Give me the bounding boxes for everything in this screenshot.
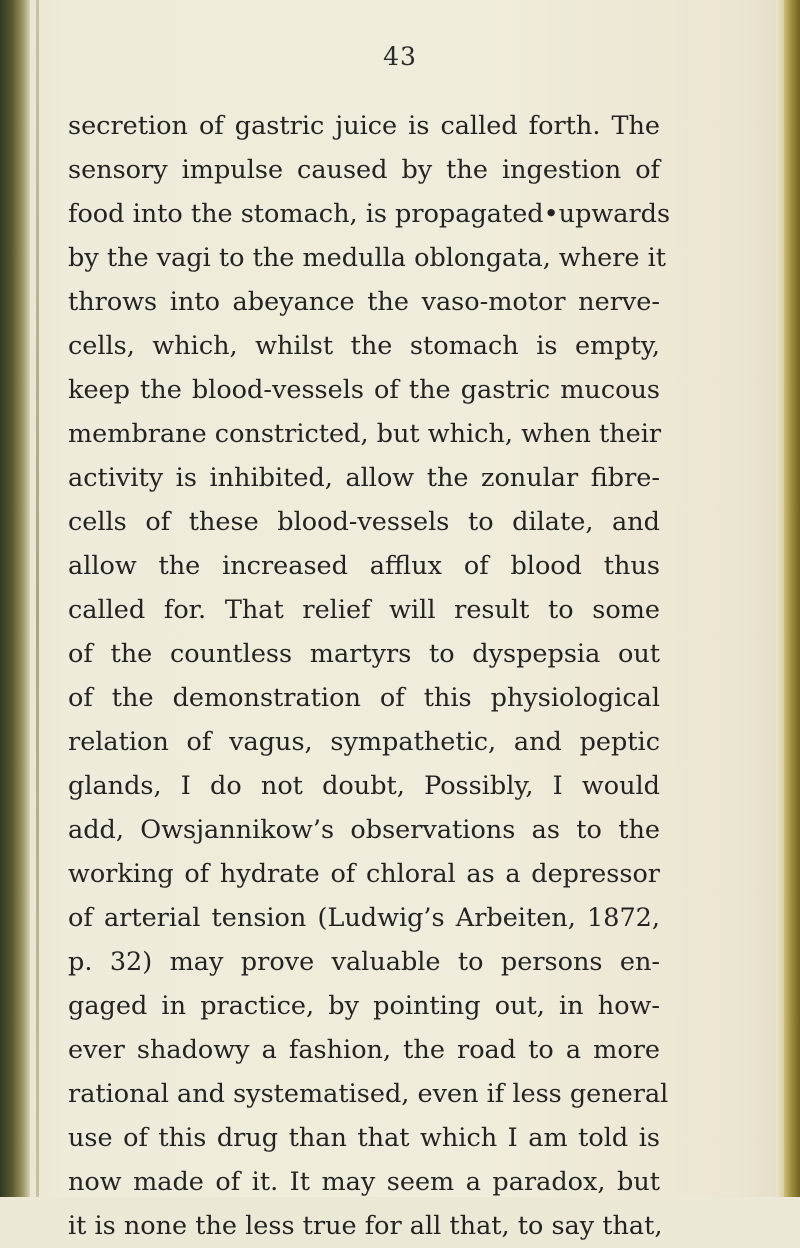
text-line: rational and systematised, even if less general [68,1079,669,1109]
text-line: gaged in practice, by pointing out, in how- [68,991,660,1021]
text-line: by the vagi to the medulla oblongata, where it [68,243,667,273]
text-line: food into the stomach, is propagated•upwards [68,199,671,229]
binding-gutter [0,0,30,1197]
text-line: it is none the less true for all that, to say that, [68,1211,663,1241]
text-line: secretion of gastric juice is called forth. The [68,111,660,141]
text-line: glands, I do not doubt, Possibly, I would [68,771,660,801]
text-line: of the countless martyrs to dyspepsia out [68,639,660,669]
text-line: activity is inhibited, allow the zonular fibre- [68,463,660,493]
text-line: keep the blood-vessels of the gastric mucous [68,375,660,405]
gutter-shadow-line [36,0,39,1197]
text-line: ever shadowy a fashion, the road to a more [68,1035,660,1065]
text-line: cells, which, whilst the stomach is empty, [68,331,660,361]
text-line: working of hydrate of chloral as a depressor [68,859,660,889]
text-line: cells of these blood-vessels to dilate, and [68,507,660,537]
page-edge-shade [776,0,784,1197]
text-line: of the demonstration of this physiological [68,683,660,713]
text-line: sensory impulse caused by the ingestion of [68,155,660,185]
body-text [68,104,671,1248]
text-line: throws into abeyance the vaso-motor nerve- [68,287,660,317]
page-number: 43 [383,42,417,71]
page-edge [784,0,800,1197]
text-line: membrane constricted, but which, when their [68,419,662,449]
text-line: now made of it. It may seem a paradox, but [68,1167,660,1197]
text-line: called for. That relief will result to some [68,595,660,625]
text-line: of arterial tension (Ludwig’s Arbeiten, 1872, [68,903,660,933]
text-line: relation of vagus, sympathetic, and peptic [68,727,660,757]
text-line: use of this drug than that which I am told is [68,1123,660,1153]
text-line: add, Owsjannikow’s observations as to the [68,815,660,845]
text-line: allow the increased afflux of blood thus [68,551,660,581]
text-line: p. 32) may prove valuable to persons en- [68,947,660,977]
